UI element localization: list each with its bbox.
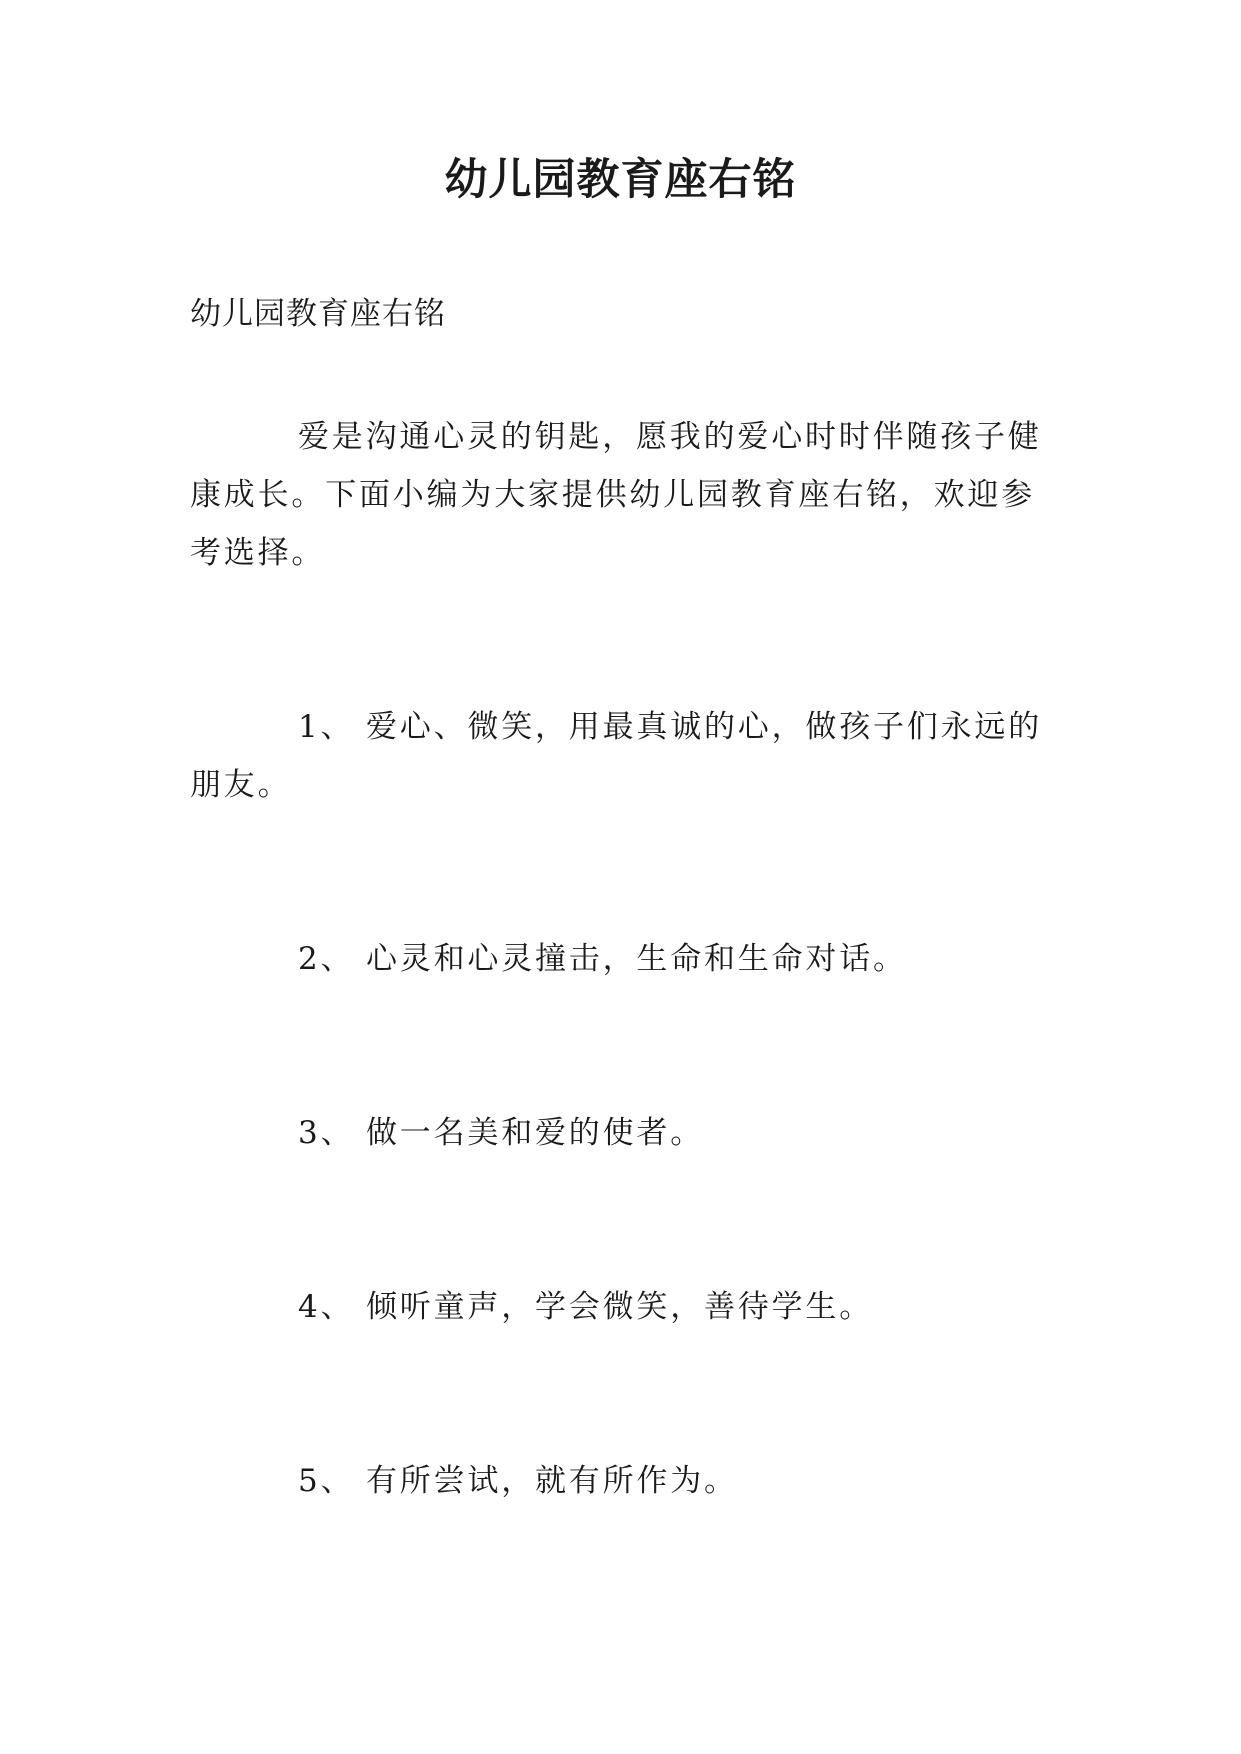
motto-number: 2、 (298, 941, 355, 977)
motto-item (190, 930, 1060, 988)
motto-text: 做一名美和爱的使者。 (366, 1115, 704, 1151)
document-subtitle: 幼儿园教育座右铭 (190, 296, 446, 332)
motto-text: 心灵和心灵撞击，生命和生命对话。 (366, 941, 907, 977)
motto-item (190, 698, 1060, 814)
motto-number: 4、 (298, 1289, 355, 1325)
motto-item (190, 1452, 1060, 1510)
motto-text: 爱心、微笑，用最真诚的心，做孩子们永远的朋友。 (190, 709, 1042, 803)
motto-item (190, 1104, 1060, 1162)
motto-text: 倾听童声，学会微笑，善待学生。 (366, 1289, 873, 1325)
document-title: 幼儿园教育座右铭 (444, 155, 797, 205)
motto-number: 1、 (298, 709, 355, 745)
intro-paragraph: 爱是沟通心灵的钥匙，愿我的爱心时时伴随孩子健康成长。下面小编为大家提供幼儿园教育座右铭，欢迎参考选择。 (190, 419, 1042, 571)
motto-text: 有所尝试，就有所作为。 (366, 1463, 738, 1499)
motto-number: 3、 (298, 1115, 355, 1151)
motto-number: 5、 (298, 1463, 355, 1499)
motto-item (190, 1278, 1060, 1336)
